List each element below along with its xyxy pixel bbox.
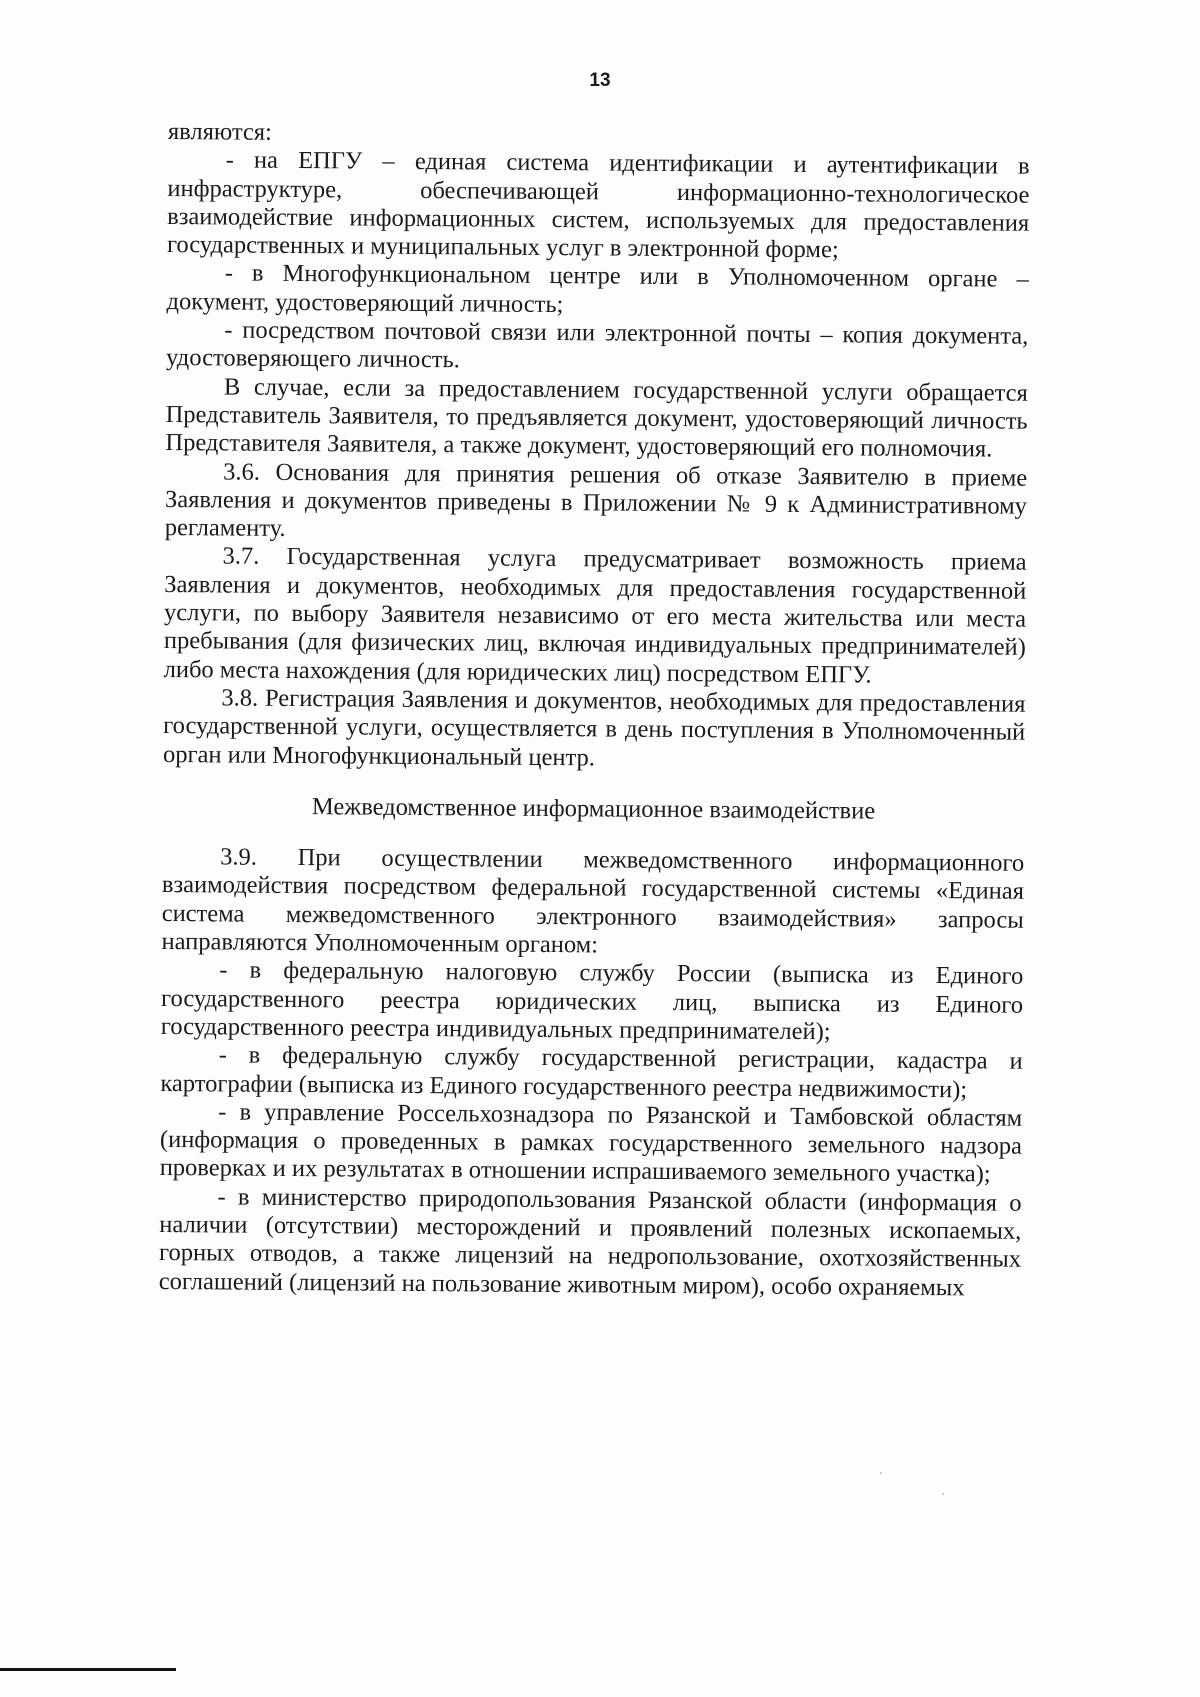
scan-speck [942,1493,944,1495]
paragraph: - в управление Россельхознадзора по Рязанской и Тамбовской областям (информация о проведенных в рамках государственного земельного надзора проверках и их результатах в отношении испрашиваемого земельного участка); [159,1098,1023,1188]
section-heading: Межведомственное информационное взаимодействие [311,792,876,825]
paragraph: - в федеральную службу государственной регистрации, кадастра и картографии (выписка из Единого государственного реестра недвижимости); [160,1041,1023,1103]
paragraph: - на ЕПГУ – единая система идентификации и аутентификации в инфраструктуре, обеспечивающей информационно-технологическое взаимодействие информационных систем, используемых для предоставления государственных и муниципальных услуг в электронной форме; [166,146,1030,264]
footer-rule [0,1668,176,1671]
paragraph: 3.8. Регистрация Заявления и документов, необходимых для предоставления государственной услуги, осуществляется в день поступления в Уполномоченный орган или Многофункциональный центр. [162,684,1026,771]
paragraph: - в Многофункциональном центре или в Уполномоченном органе – документ, удостоверяющий личность; [166,259,1029,318]
paragraph: 3.9. При осуществлении межведомственного информационного взаимодействия посредством федеральной государственной системы «Единая система межведомственного электронного взаимодействия» запросы направляются Уполномоченным органом: [161,843,1025,959]
paragraph: - в министерство природопользования Рязанской области (информация о наличии (отсутствии) месторождений и проявлений полезных ископаемых, горных отводов, а также лицензий на недропользование, охотхозяйственных соглашений (лицензий на пользование животным миром), особо охраняемых [158,1183,1022,1301]
page-number: 13 [589,70,611,91]
paragraph: - посредством почтовой связи или электронной почты – копия документа, удостоверяющего личность. [166,316,1029,374]
paragraph: - в федеральную налоговую службу России (выписка из Единого государственного реестра юридических лиц, выписка из Единого государственного реестра индивидуальных предпринимателей); [160,956,1024,1046]
document-body [159,118,1030,1303]
scan-speck [880,1472,882,1474]
paragraph: 3.7. Государственная услуга предусматривает возможность приема Заявления и документов, необходимых для предоставления государственной услуги, по выбору Заявителя независимо от его места жительства или места пребывания (для физических лиц, включая индивидуальных предпринимателей) либо места нахождения (для юридических лиц) посредством ЕПГУ. [163,542,1027,689]
paragraph: являются: [167,118,272,146]
paragraph: 3.6. Основания для принятия решения об отказе Заявителю в приеме Заявления и документов приведены в Приложении № 9 к Административному регламенту. [164,458,1028,543]
paragraph: В случае, если за предоставлением государственной услуги обращается Представитель Заявителя, то предъявляется документ, удостоверяющий личность Представителя Заявителя, а также документ, удостоверяющий его полномочия. [165,373,1028,463]
